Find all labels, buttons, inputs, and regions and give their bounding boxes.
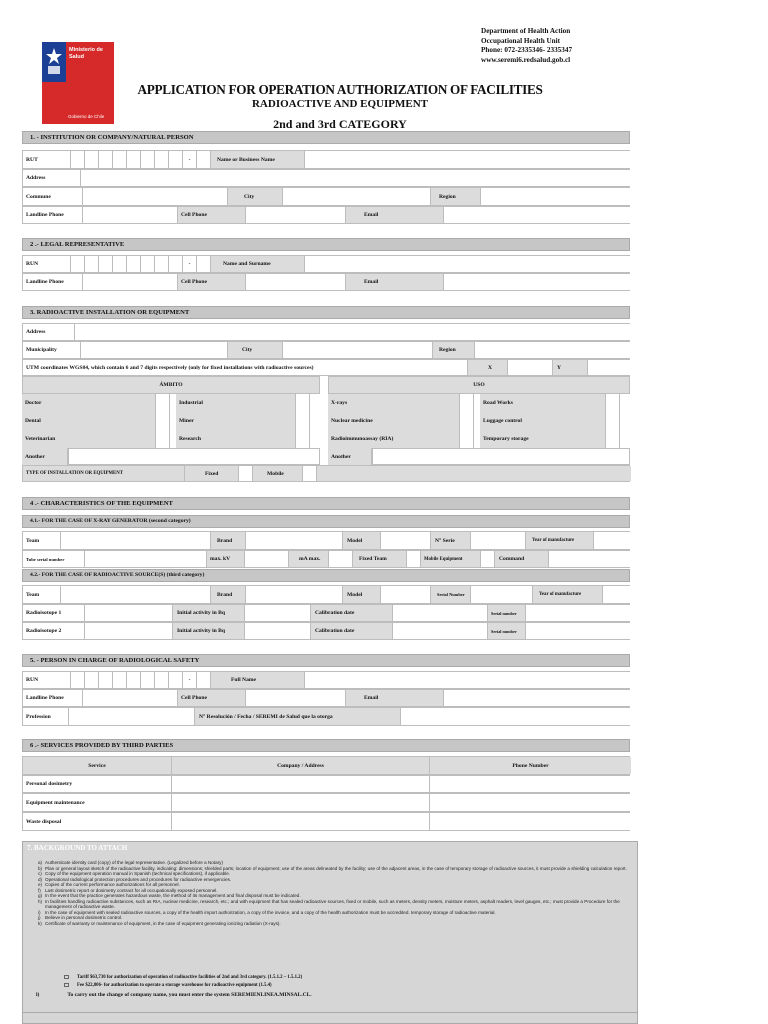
s2-phone-row [22,273,630,291]
cell-label: Cell Phone [178,690,246,706]
model-field[interactable] [381,532,431,549]
run-label: RUN [23,672,71,688]
s5-phone-row [22,689,630,707]
phone-col-header: Phone Number [430,757,631,774]
resolucion-label: N° Resolución / Fecha / SEREMI de Salud que la otorga [195,708,401,725]
rut-label: RUT [23,151,71,168]
attachments-list [28,860,628,926]
activity2-label: Initial activity in Bq [173,623,245,639]
max-kv-label: max. kV [207,551,245,567]
rut-digit-box[interactable] [113,151,127,168]
serial1-field[interactable] [526,605,631,621]
municipality-label: Municipality [23,342,81,358]
xrays-label: X-rays [328,394,460,412]
section-4-header: 4 .- CHARACTERISTICS OF THE EQUIPMENT [22,497,630,510]
isotope1-field[interactable] [85,605,173,621]
landline-label: Landline Phone [23,274,83,290]
service-maintenance-label: Equipment maintenance [23,794,172,811]
temporary-checkbox[interactable] [606,430,620,448]
s2-run-row [22,255,630,273]
isotope2-label: Radioisotope 2 [23,623,85,639]
cell-field[interactable] [246,207,346,223]
address-field[interactable] [75,324,631,340]
section-4-2-header: 4.2.- FOR THE CASE OF RADIOACTIVE SOURCE(S) (third category) [22,569,630,582]
s6-header-row [22,756,630,775]
waste-phone-field[interactable] [430,813,631,830]
temporary-label: Temporary storage [480,430,606,448]
list-item: i) In the case of equipment with sealed radioactive sources, a copy of the health import authorization, a copy of the invoice, and a copy of the health authorization must be accredited. temporary storage of radioactive material. [38,909,496,915]
brand-field[interactable] [246,586,343,603]
city-field[interactable] [283,188,431,205]
run-digit-box[interactable] [155,256,169,272]
cell-field[interactable] [246,690,346,706]
s3-utm-row [22,359,630,376]
uso-header: USO [328,376,630,394]
profession-field[interactable] [69,708,195,725]
brand-label: Brand [211,532,246,549]
form-category: 2nd and 3rd CATEGORY [273,117,407,131]
max-kv-field[interactable] [245,551,289,567]
cell-label: Cell Phone [178,207,246,223]
another-uso-field[interactable] [372,448,630,465]
s1-phone-row [22,206,630,224]
run-digit-box[interactable] [113,256,127,272]
run-digit-box[interactable] [71,672,85,688]
rut-dash: - [183,151,197,168]
s6-row-dosimetry [22,775,630,793]
company-col-header: Company / Address [172,757,430,774]
dept-website: www.seremi6.redsalud.gob.cl [481,55,571,64]
email-field[interactable] [444,274,631,290]
nserie-field[interactable] [471,532,526,549]
ria-checkbox[interactable] [460,430,474,448]
city-label: City [228,188,283,205]
utm-y-label: Y [553,360,588,375]
email-label: Email [346,207,444,223]
address-label: Address [23,170,81,186]
fixed-label: Fixed [185,466,239,481]
model-field[interactable] [381,586,431,603]
activity2-field[interactable] [245,623,311,639]
rut-digit-box[interactable] [99,151,113,168]
run-digit-box[interactable] [99,256,113,272]
ma-max-field[interactable] [329,551,353,567]
waste-company-field[interactable] [172,813,430,830]
fullname-label: Full Name [211,672,305,688]
s3-municipality-row [22,341,630,359]
serial-number-label: Serial Number [431,586,471,603]
form-title: APPLICATION FOR OPERATION AUTHORIZATION OF FACILITIES [137,82,543,97]
s3-scope-header-row [22,376,630,394]
cell-field[interactable] [246,274,346,290]
brand-label: Brand [211,586,246,603]
note-text: To carry out the change of company name, you must enter the system SEREMIENLINEA.MINSAL.CL. [67,992,312,998]
list-item: g) In the event that the practice generates hazardous waste, the method of its management and final disposal must be indicated. [38,893,301,898]
utm-y-field[interactable] [588,360,631,375]
gov-logo-text: Gobierno de Chile [68,114,105,119]
team-label: Team [23,532,61,549]
serial2-label: Serial number [488,623,526,639]
year-manufacture-label: Year of manufacture [533,586,603,603]
run-digit-box[interactable] [169,256,183,272]
serial2-field[interactable] [526,623,631,639]
bottom-box [22,1012,638,1024]
research-checkbox[interactable] [296,430,310,448]
section-3-header: 3. RADIOACTIVE INSTALLATION OR EQUIPMENT [22,306,630,319]
fullname-field[interactable] [305,672,631,688]
mobile-equipment-label: Mobile Equipment [421,551,481,567]
another-ambito-label: Another [22,448,68,465]
business-name-label: Name or Business Name [211,151,305,168]
team-field[interactable] [61,532,211,549]
tube-serial-field[interactable] [85,551,207,567]
s4-isotope2-row [22,622,630,640]
s6-row-waste [22,812,630,831]
run-digit-box[interactable] [141,672,155,688]
list-item: h) In facilities handling radioactive substances, such as RIA, nuclear medicine, research, etc.; and with equipment that has sealed radioactive sources, fixed or mobile, such as meters, density meters, moisture meters, asphalt readers, level gauges, etc.; must provide a Procedure for the management of radioactive waste. [38,898,620,909]
dosimetry-phone-field[interactable] [430,776,631,792]
email-label: Email [346,690,444,706]
list-item: c) Copy of the equipment operation manual in Spanish (technical specifications), if applicable. [38,871,231,876]
another-ambito-field[interactable] [68,448,320,465]
name-surname-label: Name and Surname [211,256,305,272]
section-1-header: 1. - INSTITUTION OR COMPANY/NATURAL PERSON [22,131,630,144]
doctor-label: Doctor [22,394,156,412]
utm-x-label: X [468,360,508,375]
form-subtitle: RADIOACTIVE AND EQUIPMENT [251,98,429,110]
landline-field[interactable] [83,690,178,706]
section-5-header: 5. - PERSON IN CHARGE OF RADIOLOGICAL SAFETY [22,654,630,667]
nserie-label: N° Serie [431,532,471,549]
list-item: f) Last dosimetric report or dosimetry contract for all occupationally exposed personnel. [38,887,218,893]
email-label: Email [346,274,444,290]
landline-field[interactable] [83,207,178,223]
luggage-checkbox[interactable] [606,412,620,430]
run-digit-box[interactable] [141,256,155,272]
miner-label: Miner [176,412,296,430]
another-uso-label: Another [328,448,372,465]
list-item: a) Authenticate identity card (copy) of the legal representative. (Legalized before a Notary) [38,860,223,865]
service-dosimetry-label: Personal dosimetry [23,776,172,792]
fee-text: Tariff $63,730 for authorization of operation of radioactive facilities of 2nd and 3rd category. (1.5.1.2 – 1.5.1.2) [77,975,303,980]
region-label: Region [433,342,475,358]
fixed-team-label: Fixed Team [353,551,407,567]
maintenance-phone-field[interactable] [430,794,631,811]
calibration2-field[interactable] [393,623,488,639]
service-waste-label: Waste disposal [23,813,172,830]
veterinarian-checkbox[interactable] [156,430,170,448]
run-digit-box[interactable] [155,672,169,688]
calibration1-label: Calibration date [311,605,393,621]
s1-address-row [22,169,630,187]
industrial-checkbox[interactable] [296,394,310,412]
business-name-field[interactable] [305,151,631,168]
name-change-note [36,992,312,998]
rut-digit-box[interactable] [155,151,169,168]
run-dash: - [183,672,197,688]
fee-checkbox[interactable] [64,983,69,987]
cell-label: Cell Phone [178,274,246,290]
landline-label: Landline Phone [23,690,83,706]
s1-commune-row [22,187,630,206]
address-label: Address [23,324,75,340]
run-digit-box[interactable] [85,256,99,272]
command-field[interactable] [549,551,631,567]
nuclear-label: Nuclear medicine [328,412,460,430]
run-dash: - [183,256,197,272]
s3-scope-row-1 [22,394,630,412]
team-label: Team [23,586,61,603]
ria-label: Radioimmunoassay (RIA) [328,430,460,448]
service-col-header: Service [23,757,172,774]
s4-source-team-row [22,585,630,604]
s3-another-row [22,448,630,465]
run-check-digit-box[interactable] [197,256,211,272]
s4-isotope1-row [22,604,630,622]
section-7-header: 7. BACKGROUND TO ATTACH [27,844,128,852]
fixed-checkbox[interactable] [239,466,253,481]
brand-field[interactable] [246,532,343,549]
type-row-filler [317,466,631,481]
ministry-logo-text: Ministerio de Salud [69,47,103,60]
address-field[interactable] [81,170,631,186]
run-digit-box[interactable] [71,256,85,272]
luggage-label: Luggage control [480,412,606,430]
fee-item [64,982,302,990]
list-item: b) Plan or general layout sketch of the radioactive facility, indicating: dimensions; shielded parts; location of equipment; use of the areas delineated by the facility; use of the adjacent areas, in the case of temporary storage of radioactive sources, it must provide a shielding calculation report. [38,865,627,871]
s3-type-row [22,465,630,482]
name-surname-field[interactable] [305,256,631,272]
roadworks-checkbox[interactable] [606,394,620,412]
serial1-label: Serial number [488,605,526,621]
dept-phone: Phone: 072-2335346- 2335347 [481,46,573,54]
command-label: Command [495,551,549,567]
ambito-header: ÁMBITO [22,376,320,394]
rut-digit-box[interactable] [127,151,141,168]
rut-check-digit-box[interactable] [197,151,211,168]
rut-digit-box[interactable] [71,151,85,168]
dosimetry-company-field[interactable] [172,776,430,792]
dept-line: Department of Health Action [481,27,571,35]
nuclear-checkbox[interactable] [460,412,474,430]
section-6-header: 6 .- SERVICES PROVIDED BY THIRD PARTIES [22,739,630,752]
region-field[interactable] [481,188,631,205]
serial-number-field[interactable] [471,586,533,603]
model-label: Model [343,532,381,549]
s3-address-row [22,323,630,341]
mobile-label: Mobile [253,466,303,481]
rut-digit-box[interactable] [169,151,183,168]
roadworks-label: Road Works [480,394,606,412]
mobile-equipment-checkbox[interactable] [481,551,495,567]
dept-line: Occupational Health Unit [481,36,561,45]
calibration2-label: Calibration date [311,623,393,639]
note-key: l) [36,992,40,998]
run-digit-box[interactable] [127,672,141,688]
doctor-checkbox[interactable] [156,394,170,412]
landline-field[interactable] [83,274,178,290]
email-field[interactable] [444,690,631,706]
list-item: d) Operational radiological protection procedures and procedures for radioactive emergencies. [38,876,232,882]
list-item: e) Copies of the current performance authorizations for all personnel. [38,882,180,887]
fixed-team-checkbox[interactable] [407,551,421,567]
list-item: k) Certificate of warranty or maintenance of equipment, in the case of equipment generating ionizing radiation (X-rays). [38,920,281,926]
activity1-field[interactable] [245,605,311,621]
tube-serial-label: Tube serial number [23,551,85,567]
fee-item [64,974,302,982]
utm-x-field[interactable] [508,360,553,375]
department-info [481,27,572,65]
install-type-label: TYPE OF INSTALLATION OR EQUIPMENT [23,466,185,481]
landline-label: Landline Phone [23,207,83,223]
coat-of-arms-icon [43,44,65,78]
run-label: RUN [23,256,71,272]
year-manufacture-field[interactable] [594,532,631,549]
commune-field[interactable] [83,188,228,205]
run-digit-box[interactable] [99,672,113,688]
isotope1-label: Radioisotope 1 [23,605,85,621]
s3-scope-row-2 [22,412,630,430]
utm-label: UTM coordinates WGS84, which contain 6 and 7 digits respectively (only for fixed installations with radioactive sources) [23,360,468,375]
veterinarian-label: Veterinarian [22,430,156,448]
dental-checkbox[interactable] [156,412,170,430]
rut-digit-box[interactable] [85,151,99,168]
s4-tube-row [22,550,630,568]
rut-digit-box[interactable] [141,151,155,168]
profession-label: Profession [23,708,69,725]
xrays-checkbox[interactable] [460,394,474,412]
list-item: j) Believe in personal dosimetric control. [38,915,123,920]
s5-run-row [22,671,630,689]
miner-checkbox[interactable] [296,412,310,430]
year-manufacture-field[interactable] [603,586,631,603]
section-4-1-header: 4.1.- FOR THE CASE OF X-RAY GENERATOR (second category) [22,515,630,528]
calibration1-field[interactable] [393,605,488,621]
run-digit-box[interactable] [127,256,141,272]
s5-profession-row [22,707,630,726]
s3-scope-row-3 [22,430,630,448]
resolucion-field[interactable] [401,708,631,725]
research-label: Research [176,430,296,448]
commune-label: Commune [23,188,83,205]
ma-max-label: mA max. [289,551,329,567]
fee-checkbox[interactable] [64,975,69,979]
city-label: City [228,342,283,358]
isotope2-field[interactable] [85,623,173,639]
run-digit-box[interactable] [113,672,127,688]
email-field[interactable] [444,207,631,223]
fees-list [64,974,302,990]
run-digit-box[interactable] [169,672,183,688]
municipality-field[interactable] [81,342,228,358]
s1-rut-row [22,150,630,169]
run-digit-box[interactable] [85,672,99,688]
team-field[interactable] [61,586,211,603]
region-label: Region [431,188,481,205]
year-manufacture-label: Year of manufacture [526,532,594,549]
activity1-label: Initial activity in Bq [173,605,245,621]
maintenance-company-field[interactable] [172,794,430,811]
section-2-header: 2 .- LEGAL REPRESENTATIVE [22,238,630,251]
region-field[interactable] [475,342,631,358]
dental-label: Dental [22,412,156,430]
industrial-label: Industrial [176,394,296,412]
mobile-checkbox[interactable] [303,466,317,481]
s6-row-maintenance [22,793,630,812]
s4-team-row [22,531,630,550]
model-label: Model [343,586,381,603]
run-check-digit-box[interactable] [197,672,211,688]
fee-text: Fee $22,806- for authorization to operate a storage warehouse for radioactive equipment (1.5.4) [77,983,272,988]
city-field[interactable] [283,342,433,358]
